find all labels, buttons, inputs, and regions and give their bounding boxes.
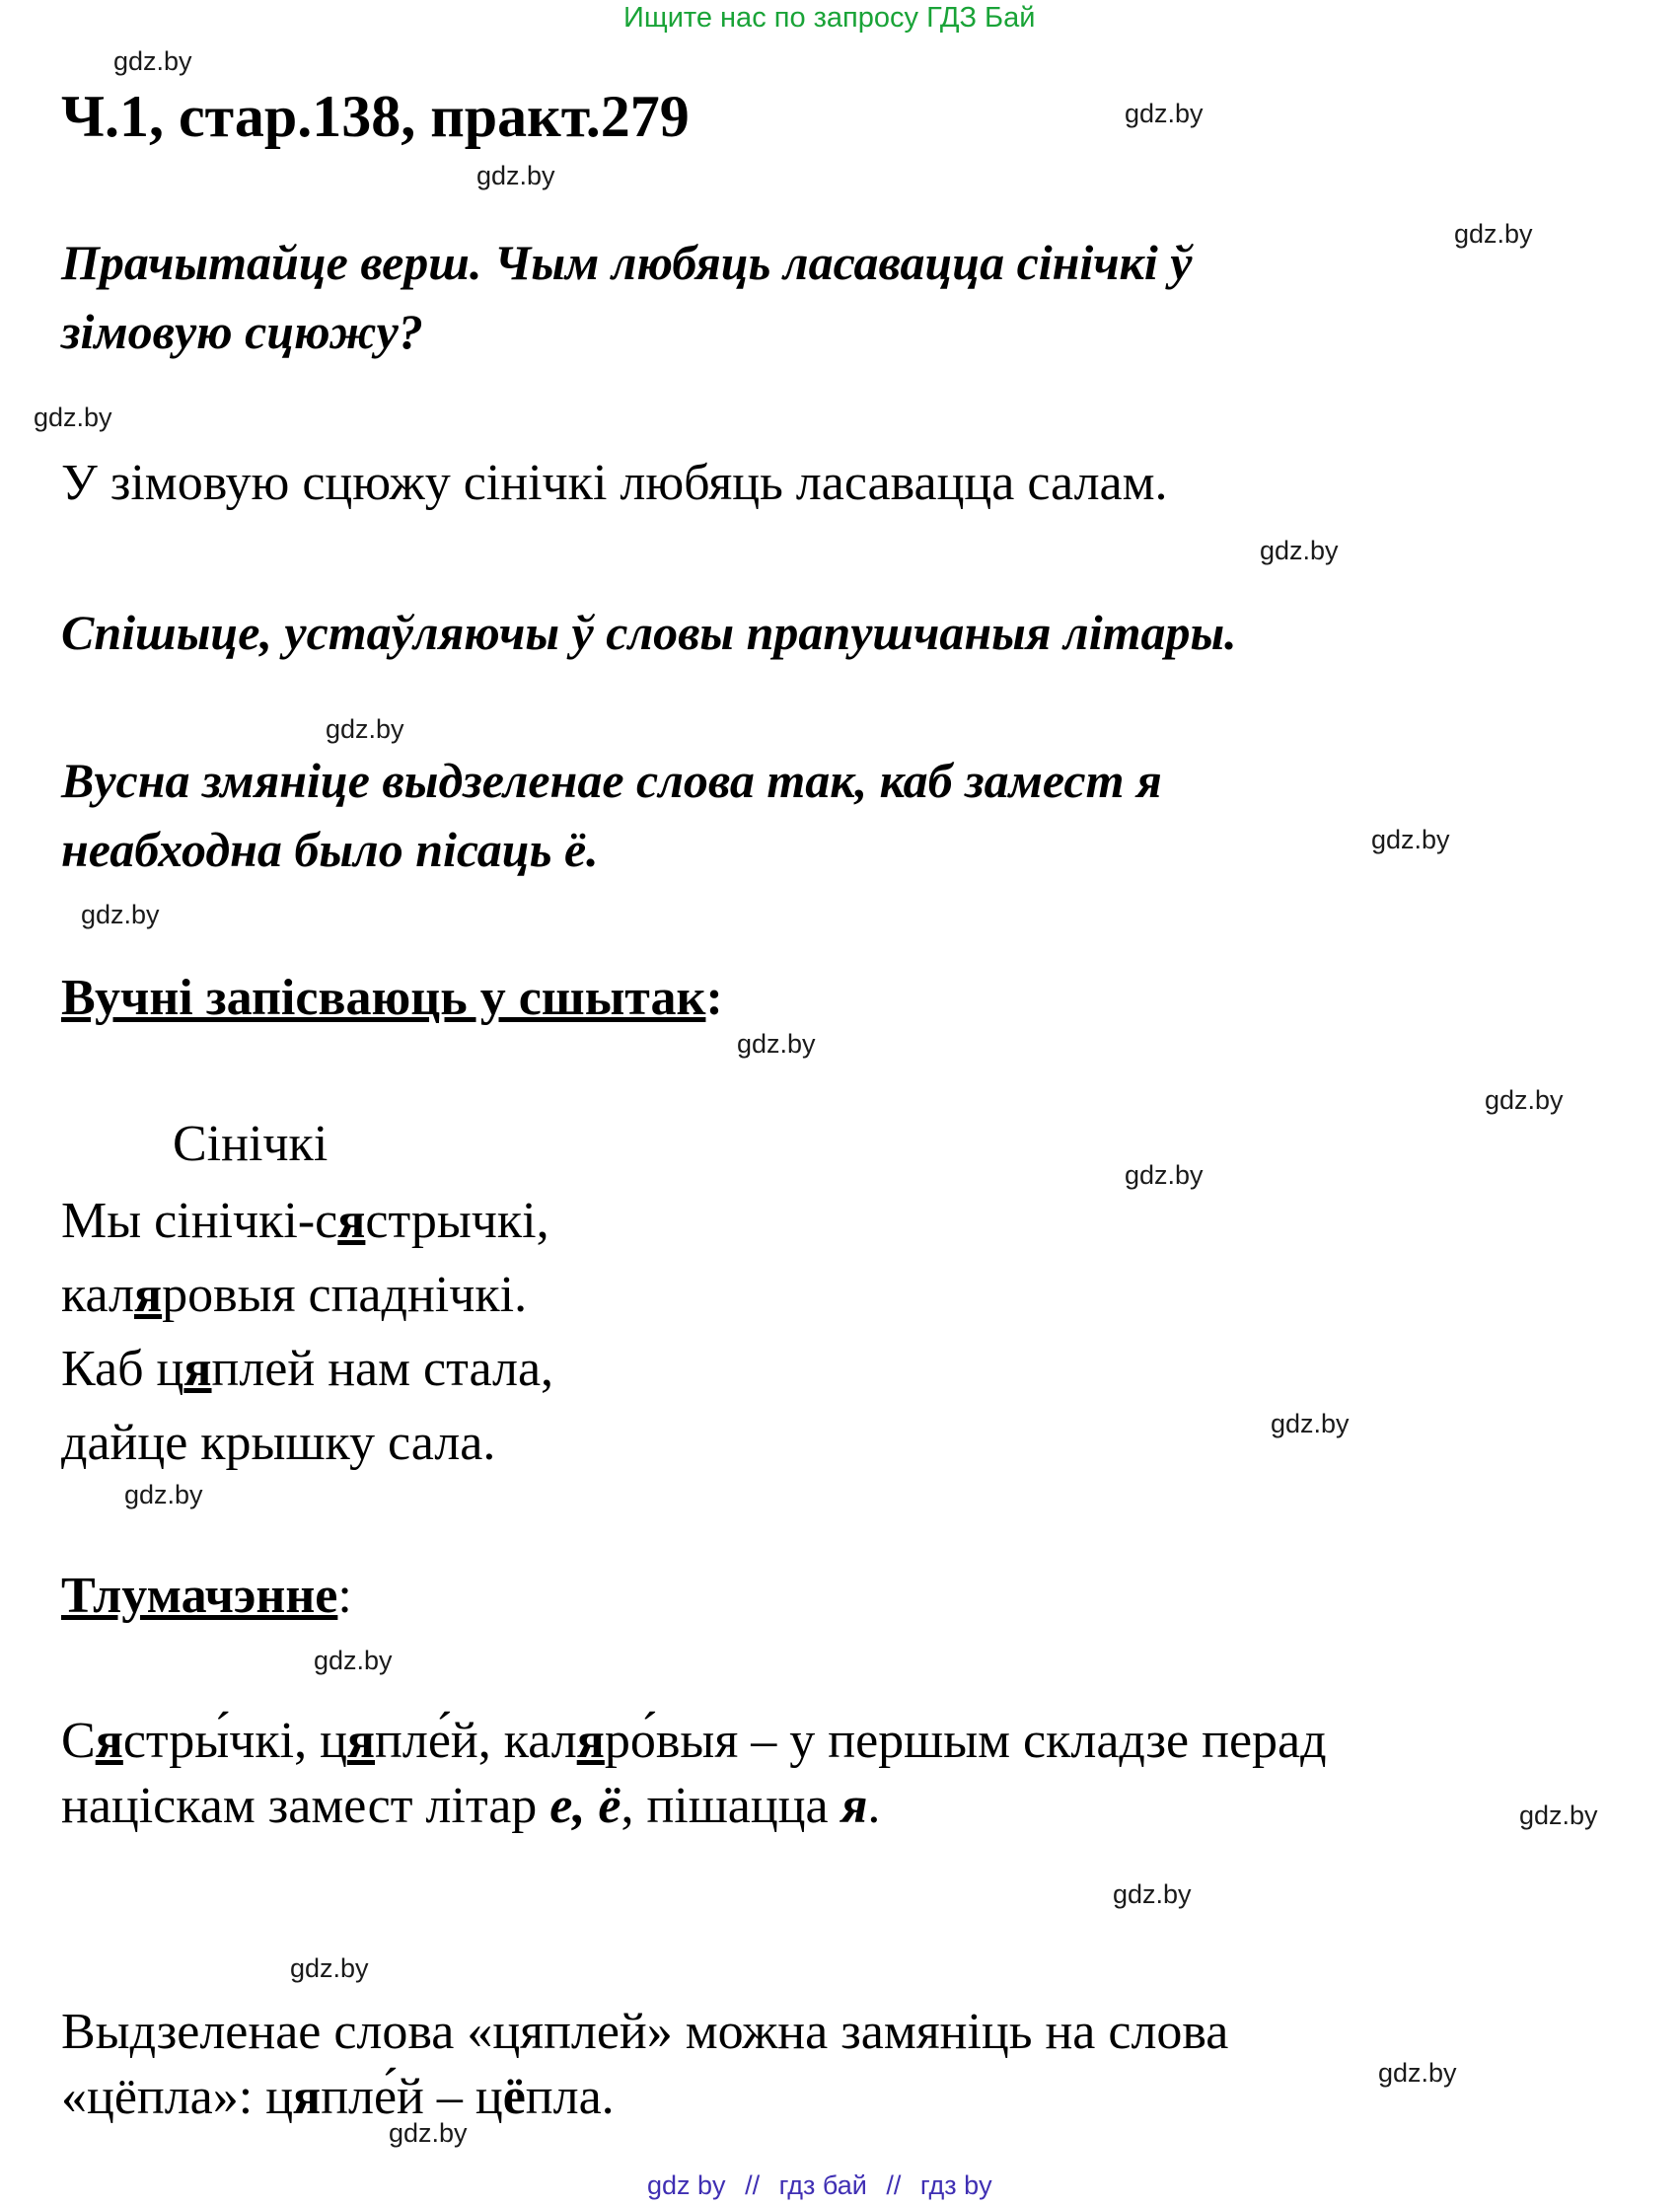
- watermark: gdz.by: [476, 161, 555, 190]
- explanation-letter-ya: я: [840, 1778, 868, 1834]
- poem-line-1: [61, 1192, 549, 1250]
- explanation-line-2-mid: , пішацца: [621, 1778, 841, 1834]
- students-write-heading: [61, 969, 723, 1027]
- conclusion-line-2-post: пла.: [525, 2069, 615, 2125]
- task-1-line-1: Прачытайце верш. Чым любяць ласавацца сінічкі ў: [61, 235, 1193, 290]
- watermark: gdz.by: [81, 900, 160, 929]
- poem-line-1-highlight: я: [337, 1193, 366, 1249]
- poem-line-4-text: дайце крышку сала.: [61, 1415, 496, 1471]
- poem-line-1-post: стрычкі,: [365, 1193, 549, 1249]
- explanation-w3-highlight: я: [576, 1713, 605, 1769]
- explanation-w1-pre: С: [61, 1713, 96, 1769]
- explanation-w1-highlight: я: [95, 1713, 123, 1769]
- watermark: gdz.by: [34, 403, 112, 432]
- poem-line-2-post: ровыя спаднічкі.: [162, 1267, 528, 1323]
- poem-line-3-pre: Каб ц: [61, 1341, 184, 1397]
- watermark: gdz.by: [314, 1646, 393, 1675]
- footer-link-gdz-by[interactable]: gdz by: [647, 2170, 726, 2200]
- watermark: gdz.by: [1454, 219, 1533, 249]
- conclusion-line-2-mid: пле́й – ц: [321, 2069, 503, 2125]
- explanation-letters-e: е, ё: [549, 1778, 621, 1834]
- students-write-colon: :: [705, 970, 723, 1026]
- poem-line-4: [61, 1414, 495, 1472]
- poem-line-2: [61, 1266, 527, 1324]
- poem-line-3: [61, 1340, 553, 1398]
- task-2: Спішыце, устаўляючы ў словы прапушчаныя літары.: [61, 605, 1237, 660]
- poem-line-1-pre: Мы сінічкі-с: [61, 1193, 338, 1249]
- conclusion-line-2-pre: «цёпла»: ц: [61, 2069, 294, 2125]
- task-3-line-1: Вусна змяніце выдзеленае слова так, каб замест я: [61, 753, 1162, 808]
- watermark: gdz.by: [1125, 1160, 1204, 1190]
- conclusion-line-1: Выдзеленае слова «цяплей» можна замяніць на слова: [61, 2004, 1229, 2060]
- watermark: gdz.by: [326, 714, 404, 744]
- explanation-line-2: [61, 1777, 880, 1835]
- poem-line-2-pre: кал: [61, 1267, 134, 1323]
- poem-title: Сінічкі: [173, 1116, 329, 1172]
- conclusion-line-2: [61, 2068, 615, 2126]
- poem-line-2-highlight: я: [133, 1267, 163, 1323]
- page-title: Ч.1, стар.138, практ.279: [61, 84, 690, 149]
- task-1-line-2: зімовую сцюжу?: [61, 304, 423, 359]
- watermark: gdz.by: [1519, 1801, 1598, 1830]
- explanation-line-2-pre: націскам замест літар: [61, 1778, 550, 1834]
- watermark: gdz.by: [1271, 1409, 1350, 1438]
- poem-line-3-post: плей нам стала,: [211, 1341, 554, 1397]
- footer-separator: //: [886, 2170, 902, 2200]
- conclusion-highlight-yo: ё: [502, 2069, 526, 2125]
- students-write-label: Вучні запісваюць у сшытак: [61, 970, 706, 1026]
- watermark: gdz.by: [1260, 536, 1339, 565]
- explanation-w3-post: ро́выя – у першым складзе перад: [604, 1713, 1327, 1769]
- explanation-colon: :: [337, 1568, 352, 1624]
- poem-line-3-highlight: я: [183, 1341, 212, 1397]
- footer-separator: //: [745, 2170, 761, 2200]
- explanation-heading: [61, 1567, 352, 1625]
- footer-link-gdz-bai[interactable]: гдз бай: [778, 2170, 867, 2200]
- explanation-w2-highlight: я: [346, 1713, 376, 1769]
- watermark: gdz.by: [1371, 825, 1450, 854]
- conclusion-highlight-ya: я: [293, 2069, 322, 2125]
- task-3-line-2: неабходна было пісаць ё.: [61, 822, 599, 877]
- top-banner[interactable]: Ищите нас по запросу ГДЗ Бай: [623, 2, 1036, 34]
- watermark: gdz.by: [1113, 1879, 1192, 1909]
- answer-1: У зімовую сцюжу сінічкі любяць ласавацца салам.: [61, 455, 1168, 511]
- watermark: gdz.by: [124, 1480, 203, 1509]
- watermark: gdz.by: [1485, 1085, 1564, 1115]
- watermark: gdz.by: [737, 1029, 816, 1059]
- watermark: gdz.by: [290, 1953, 369, 1983]
- watermark: gdz.by: [1378, 2058, 1457, 2088]
- explanation-line-2-end: .: [867, 1778, 881, 1834]
- watermark: gdz.by: [1125, 99, 1204, 128]
- explanation-w1-post: стры́чкі, ц: [122, 1713, 347, 1769]
- explanation-w2-post: пле́й, кал: [375, 1713, 577, 1769]
- watermark: gdz.by: [113, 46, 192, 76]
- explanation-label: Тлумачэнне: [61, 1568, 338, 1624]
- footer-link-gdz-by-cyr[interactable]: гдз by: [919, 2170, 992, 2200]
- watermark: gdz.by: [389, 2118, 468, 2148]
- explanation-line-1: [61, 1712, 1327, 1770]
- footer-links: [647, 2170, 992, 2201]
